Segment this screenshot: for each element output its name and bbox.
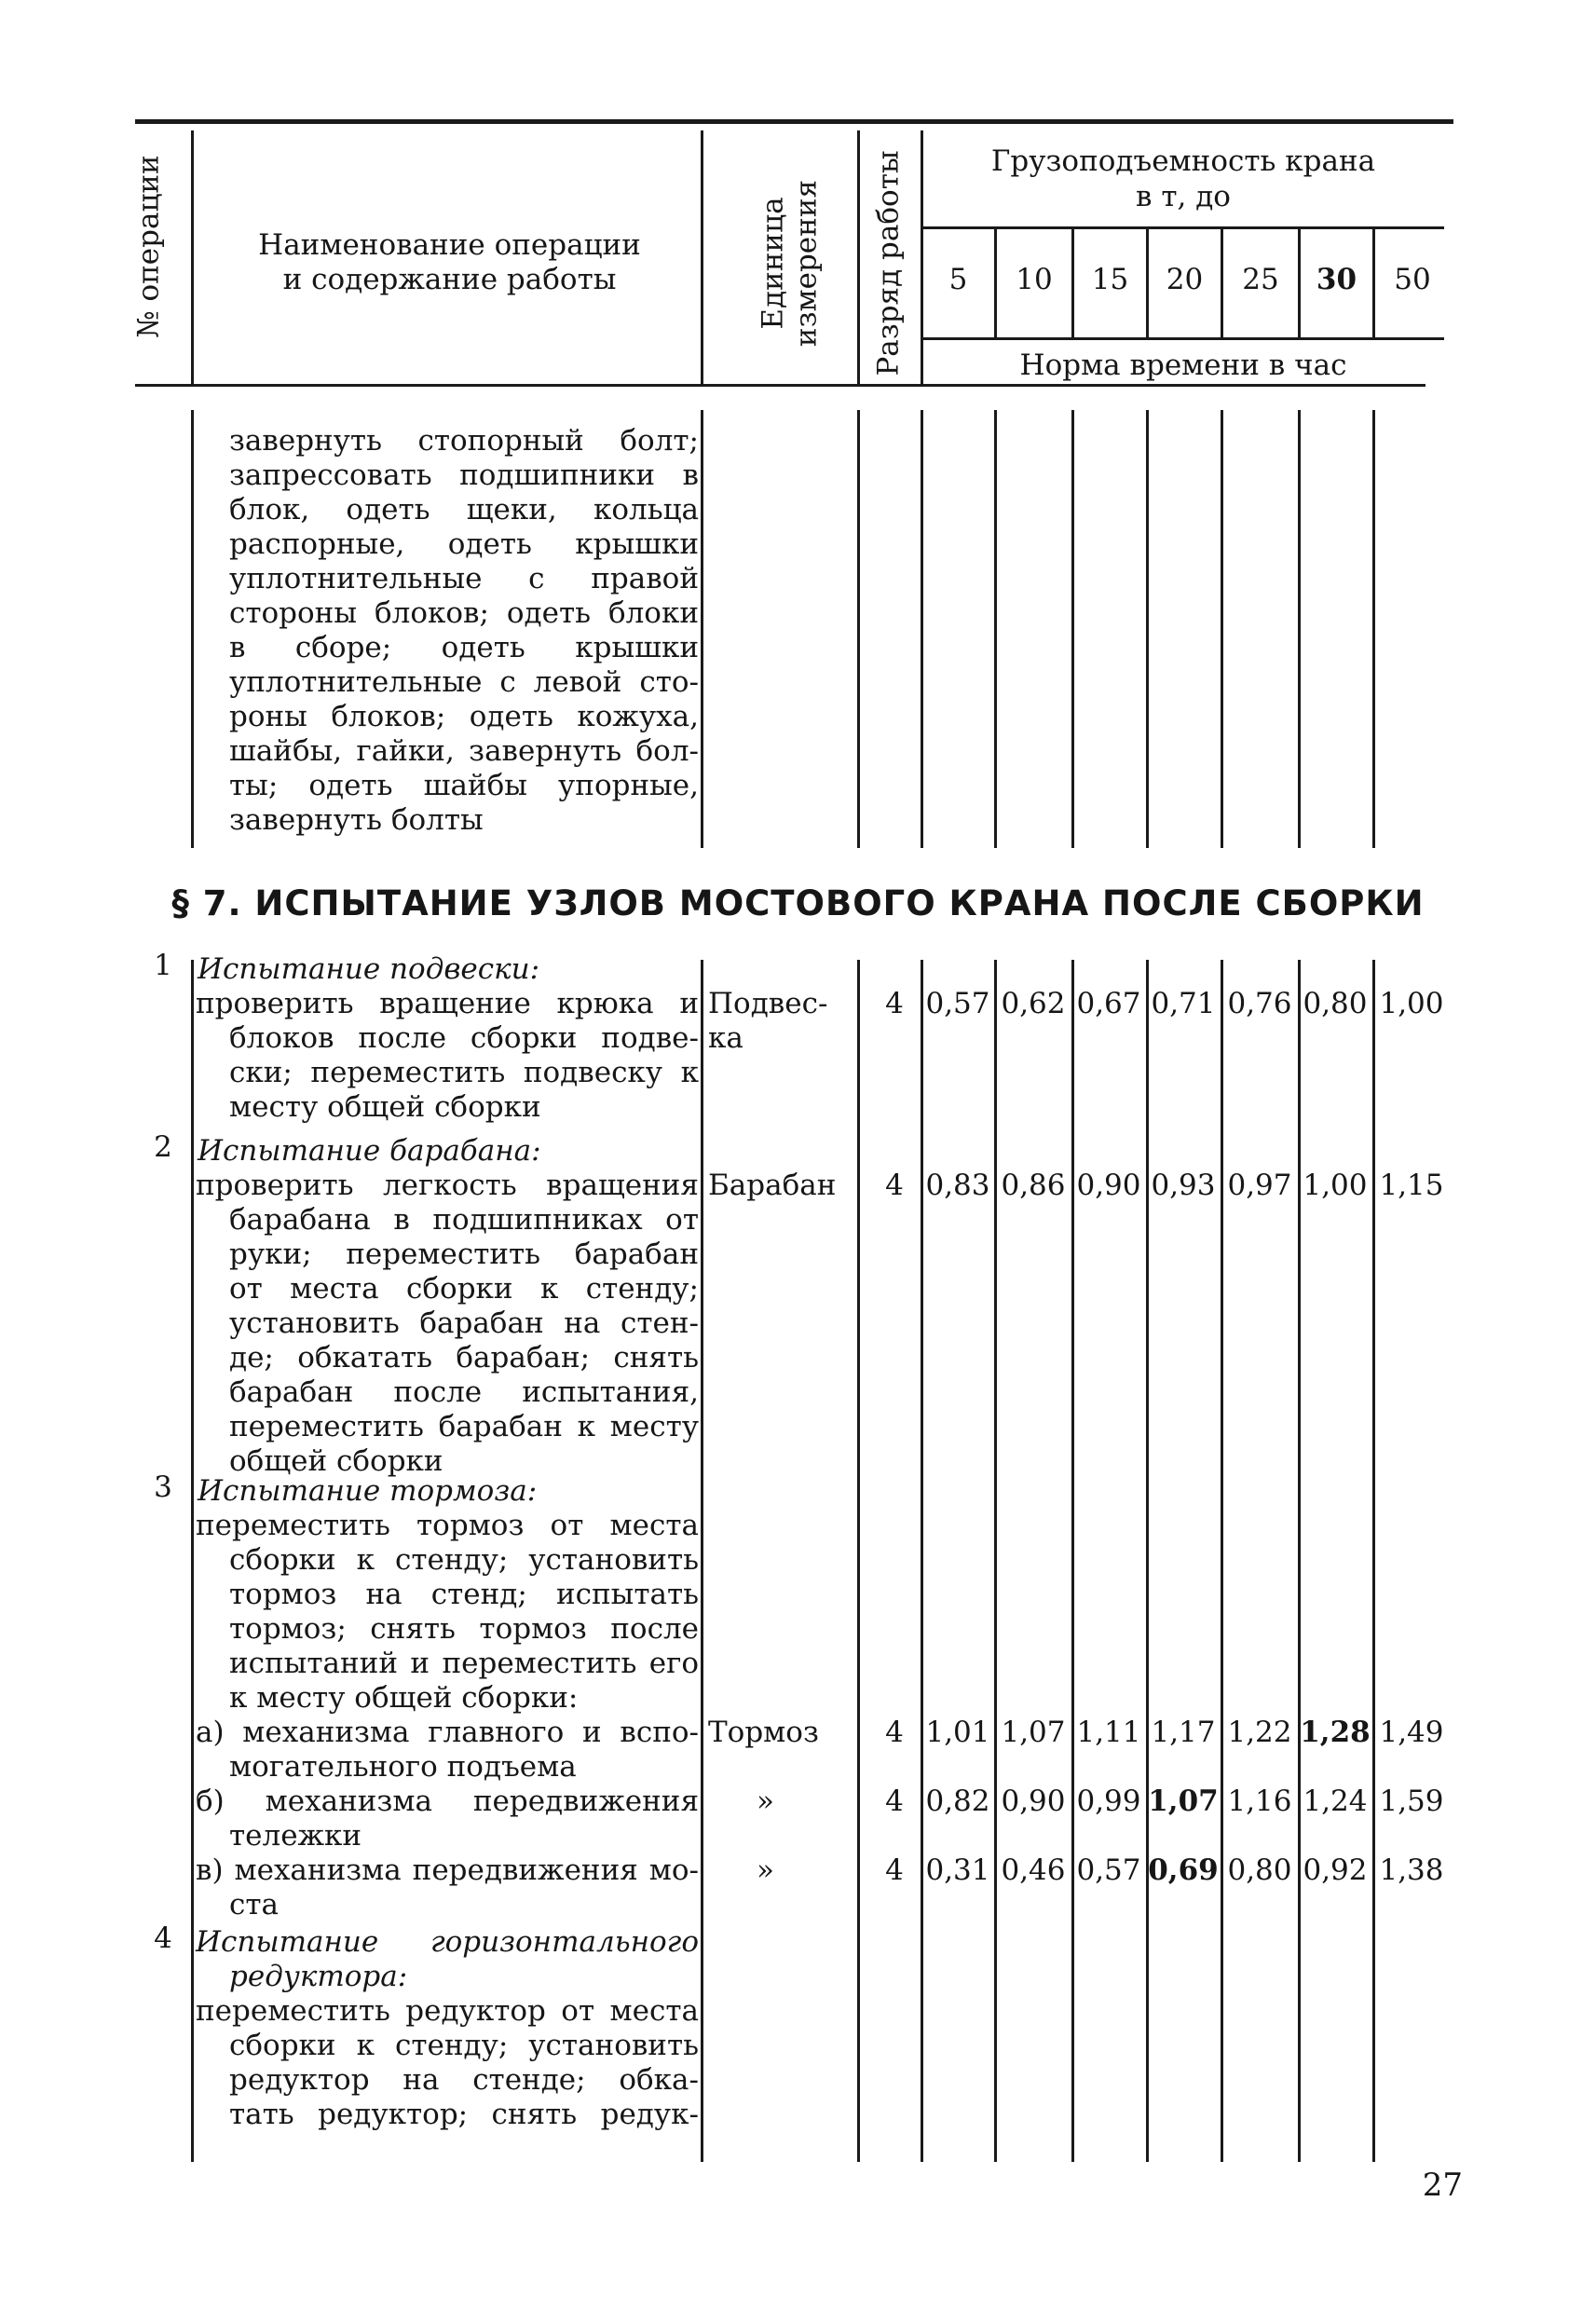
operation-number: 2 xyxy=(154,1130,172,1164)
section-col-line xyxy=(701,960,703,2162)
text-line: де; обкатать барабан; снять xyxy=(229,1341,699,1374)
text-line: переместить тормоз от места xyxy=(196,1509,699,1542)
continuation-col-line xyxy=(1372,410,1375,848)
header-norm xyxy=(922,349,1444,383)
norm-value: 1,00 xyxy=(1379,987,1444,1020)
header-capacity-5: 5 xyxy=(948,263,968,296)
norm-value: 0,69 xyxy=(1148,1853,1219,1887)
operation-number: 4 xyxy=(154,1921,172,1955)
subitem-a-text xyxy=(196,1716,699,1785)
text-line: сборки к стенду; установить xyxy=(229,2029,699,2062)
norm-value: 1,38 xyxy=(1379,1853,1444,1887)
header-unit-line1: Единица xyxy=(756,197,790,330)
text-line: в сборе; одеть крышки xyxy=(229,631,699,664)
capacity-rule xyxy=(922,226,1444,229)
norm-value: 0,97 xyxy=(1227,1169,1292,1202)
text-line: общей сборки xyxy=(229,1444,443,1478)
norm-value: 0,80 xyxy=(1227,1853,1292,1887)
header-capacity-line1: Грузоподъемность крана xyxy=(990,144,1376,178)
norm-value: 1,24 xyxy=(1303,1785,1368,1818)
norm-value: 0,92 xyxy=(1303,1853,1368,1887)
norm-value: 0,57 xyxy=(1076,1853,1141,1887)
title-line: редуктора: xyxy=(229,1960,408,1993)
section-col-line xyxy=(1372,960,1375,2162)
header-capacity-50: 50 xyxy=(1394,263,1431,296)
norm-value: 1,11 xyxy=(1076,1716,1141,1749)
text-line: запрессовать подшипники в xyxy=(229,458,699,492)
section-col-line xyxy=(921,960,923,2162)
continuation-col-line xyxy=(701,410,703,848)
continuation-col-line xyxy=(921,410,923,848)
header-col-line xyxy=(701,130,703,384)
operation-text xyxy=(196,1994,699,2132)
text-line: ски; переместить подвеску к xyxy=(229,1056,699,1089)
header-name-line1: Наименование операции xyxy=(258,228,641,262)
text-line: уплотнительные с правой xyxy=(229,562,699,595)
operation-title: Испытание тормоза: xyxy=(198,1474,538,1508)
text-line: проверить вращение крюка и xyxy=(196,987,699,1020)
operation-title: Испытание барабана: xyxy=(198,1134,541,1168)
unit-line: Тормоз xyxy=(708,1716,819,1749)
section-title: § 7. ИСПЫТАНИЕ УЗЛОВ МОСТОВОГО КРАНА ПОСЛЕ СБОРКИ xyxy=(171,883,1425,923)
norm-value: 1,59 xyxy=(1379,1785,1444,1818)
header-capacity-line2: в т, до xyxy=(1136,180,1231,213)
operation-title xyxy=(196,1925,699,1994)
unit-line: ка xyxy=(708,1021,743,1055)
rank-value: 4 xyxy=(885,1716,904,1749)
section-col-line xyxy=(1071,960,1074,2162)
text-line: установить барабан на стен- xyxy=(229,1306,699,1340)
text-line: тормоз; снять тормоз после xyxy=(229,1612,699,1646)
unit-line: » xyxy=(757,1853,774,1887)
continuation-col-line xyxy=(857,410,860,848)
text-line: проверить легкость вращения xyxy=(196,1169,699,1202)
text-line: завернуть стопорный болт; xyxy=(229,424,699,458)
norm-value: 0,67 xyxy=(1076,987,1141,1020)
text-line: от места сборки к стенду; xyxy=(229,1272,699,1306)
header-unit-line2: измерения xyxy=(789,179,824,348)
title-line: Испытание горизонтального xyxy=(196,1925,699,1959)
norm-value: 1,49 xyxy=(1379,1716,1444,1749)
header-capacity-15: 15 xyxy=(1091,263,1129,296)
text-line: барабана в подшипниках от xyxy=(229,1203,699,1237)
text-line: к месту общей сборки: xyxy=(229,1681,579,1715)
norm-value: 1,16 xyxy=(1227,1785,1292,1818)
subitem-b-text xyxy=(196,1785,699,1853)
continuation-col-line xyxy=(994,410,997,848)
text-line: переместить редуктор от места xyxy=(196,1994,699,2028)
header-capacity-20: 20 xyxy=(1166,263,1204,296)
continuation-col-line xyxy=(1071,410,1074,848)
header-capacity-10: 10 xyxy=(1016,263,1053,296)
header-capacity-30: 30 xyxy=(1316,263,1357,296)
norm-value: 0,90 xyxy=(1001,1785,1066,1818)
text-line: могательного подъема xyxy=(229,1750,577,1784)
operation-title: Испытание подвески: xyxy=(198,952,540,986)
header-bottom-rule xyxy=(135,384,1425,387)
text-line: сборки к стенду; установить xyxy=(229,1543,699,1577)
section-col-line xyxy=(1221,960,1223,2162)
text-line: б) механизма передвижения xyxy=(196,1785,699,1818)
operation-text xyxy=(196,1169,699,1479)
header-rank: Разряд работы xyxy=(871,150,906,376)
text-line: месту общей сборки xyxy=(229,1090,541,1124)
text-line: редуктор на стенде; обка- xyxy=(229,2063,699,2097)
text-line: в) механизма передвижения мо- xyxy=(196,1853,699,1887)
section-col-line xyxy=(191,960,194,2162)
header-op-number: № операции xyxy=(131,155,166,338)
text-line: ты; одеть шайбы упорные, xyxy=(229,769,699,802)
text-line: тормоз на стенд; испытать xyxy=(229,1578,699,1611)
section-col-line xyxy=(857,960,860,2162)
text-line: тележки xyxy=(229,1819,362,1853)
subitem-c-text xyxy=(196,1853,699,1922)
rank-value: 4 xyxy=(885,987,904,1020)
norm-value: 1,22 xyxy=(1227,1716,1292,1749)
unit-line: » xyxy=(757,1785,774,1818)
norm-value: 0,86 xyxy=(1001,1169,1066,1202)
continuation-text xyxy=(229,424,699,838)
norm-value: 1,15 xyxy=(1379,1169,1444,1202)
operation-number: 1 xyxy=(154,949,172,982)
rank-value: 4 xyxy=(885,1785,904,1818)
text-line: завернуть болты xyxy=(229,803,484,837)
norm-value: 1,28 xyxy=(1300,1716,1371,1749)
continuation-col-line xyxy=(1146,410,1149,848)
text-line: барабан после испытания, xyxy=(229,1375,699,1409)
text-line: распорные, одеть крышки xyxy=(229,527,699,561)
norm-value: 0,82 xyxy=(925,1785,990,1818)
section-col-line xyxy=(1298,960,1301,2162)
norm-value: 0,80 xyxy=(1303,987,1368,1020)
norm-value: 0,57 xyxy=(925,987,990,1020)
rank-value: 4 xyxy=(885,1853,904,1887)
text-line: блоков после сборки подве- xyxy=(229,1021,699,1055)
text-line: а) механизма главного и вспо- xyxy=(196,1716,699,1749)
text-line: уплотнительные с левой сто- xyxy=(229,665,699,699)
text-line: тать редуктор; снять редук- xyxy=(229,2098,699,2131)
section-col-line xyxy=(1146,960,1149,2162)
rank-value: 4 xyxy=(885,1169,904,1202)
section-col-line xyxy=(994,960,997,2162)
norm-value: 0,76 xyxy=(1227,987,1292,1020)
header-name-line2: и содержание работы xyxy=(282,263,617,296)
continuation-col-line xyxy=(191,410,194,848)
header-col-line xyxy=(857,130,860,384)
norm-value: 1,01 xyxy=(925,1716,990,1749)
norm-value: 0,46 xyxy=(1001,1853,1066,1887)
norm-value: 0,71 xyxy=(1151,987,1216,1020)
operation-text xyxy=(196,1509,699,1716)
continuation-col-line xyxy=(1298,410,1301,848)
header-capacity-25: 25 xyxy=(1242,263,1279,296)
header-col-line xyxy=(191,130,194,384)
text-line: роны блоков; одеть кожуха, xyxy=(229,700,699,733)
header-norm-text: Норма времени в час xyxy=(1019,349,1347,382)
text-line: блок, одеть щеки, кольца xyxy=(229,493,699,526)
unit-line: Подвес- xyxy=(708,987,828,1020)
page-number: 27 xyxy=(1422,2167,1463,2204)
continuation-col-line xyxy=(1221,410,1223,848)
norm-value: 0,90 xyxy=(1076,1169,1141,1202)
norm-value: 1,17 xyxy=(1151,1716,1216,1749)
norm-value: 0,31 xyxy=(925,1853,990,1887)
operation-number: 3 xyxy=(154,1470,172,1504)
text-line: стороны блоков; одеть блоки xyxy=(229,596,699,630)
header-top-rule xyxy=(135,119,1453,124)
norm-value: 1,07 xyxy=(1148,1785,1219,1818)
norm-value: 0,99 xyxy=(1076,1785,1141,1818)
text-line: ста xyxy=(229,1888,279,1921)
norm-value: 0,83 xyxy=(925,1169,990,1202)
norm-value: 0,62 xyxy=(1001,987,1066,1020)
text-line: переместить барабан к месту xyxy=(229,1410,699,1443)
text-line: шайбы, гайки, завернуть бол- xyxy=(229,734,699,768)
text-line: испытаний и переместить его xyxy=(229,1647,699,1680)
norm-value: 0,93 xyxy=(1151,1169,1216,1202)
unit-line: Барабан xyxy=(708,1169,837,1202)
text-line: руки; переместить барабан xyxy=(229,1238,699,1271)
norm-value: 1,07 xyxy=(1001,1716,1066,1749)
norm-rule xyxy=(922,337,1444,340)
operation-text xyxy=(196,987,699,1125)
norm-value: 1,00 xyxy=(1303,1169,1368,1202)
